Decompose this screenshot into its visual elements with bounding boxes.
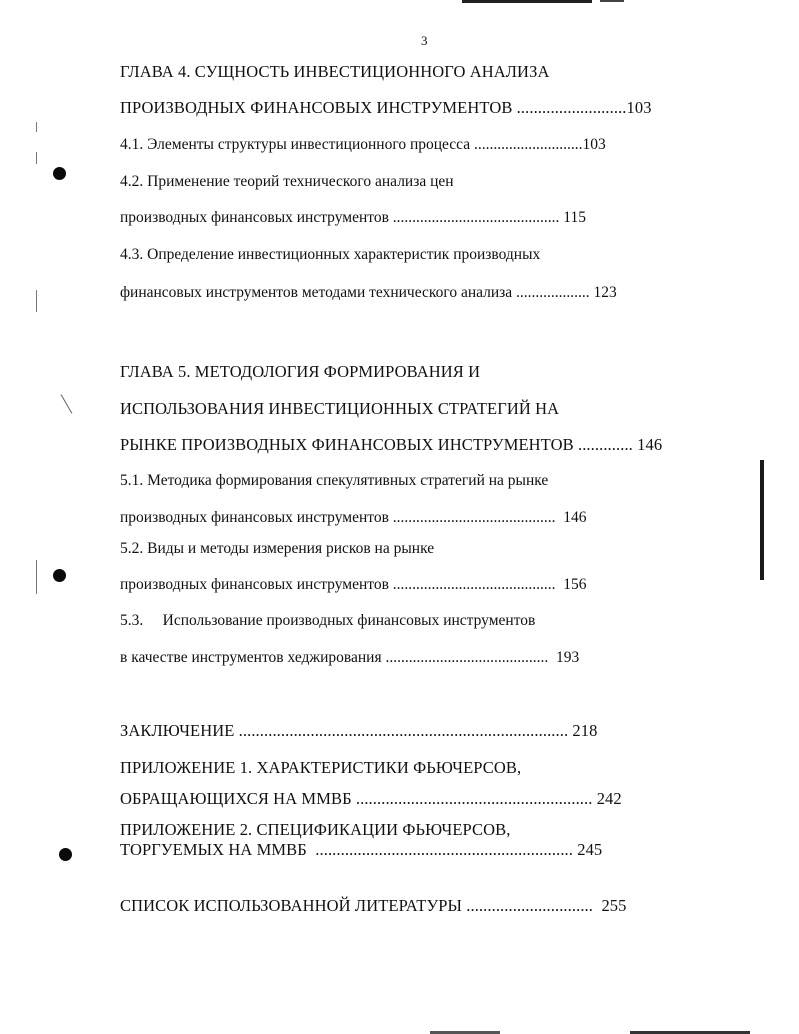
appendix1-line1: ПРИЛОЖЕНИЕ 1. ХАРАКТЕРИСТИКИ ФЬЮЧЕРСОВ, (120, 758, 522, 777)
section-5-1-line1: 5.1. Методика формирования спекулятивных стратегий на рынке (120, 472, 549, 489)
section-5-2-line2: производных финансовых инструментов .......................................... 156 (120, 576, 587, 593)
scan-tick (36, 290, 37, 312)
scan-mark (61, 394, 73, 414)
chapter5-title-line2: ИСПОЛЬЗОВАНИЯ ИНВЕСТИЦИОННЫХ СТРАТЕГИЙ НА (120, 399, 560, 418)
section-5-2-line1: 5.2. Виды и методы измерения рисков на рынке (120, 540, 435, 557)
chapter5-title-line1: ГЛАВА 5. МЕТОДОЛОГИЯ ФОРМИРОВАНИЯ И (120, 362, 481, 381)
scan-tick (36, 122, 37, 132)
bibliography: СПИСОК ИСПОЛЬЗОВАННОЙ ЛИТЕРАТУРЫ .............................. 255 (120, 896, 627, 915)
punch-hole-3 (59, 848, 72, 861)
chapter4-title-line1: ГЛАВА 4. СУЩНОСТЬ ИНВЕСТИЦИОННОГО АНАЛИЗА (120, 62, 550, 81)
scan-edge-mark (760, 460, 764, 580)
chapter5-title-line3: РЫНКЕ ПРОИЗВОДНЫХ ФИНАНСОВЫХ ИНСТРУМЕНТОВ ............. 146 (120, 435, 663, 454)
conclusion: ЗАКЛЮЧЕНИЕ .............................................................................. 218 (120, 721, 598, 740)
chapter4-title-line2: ПРОИЗВОДНЫХ ФИНАНСОВЫХ ИНСТРУМЕНТОВ ..........................103 (120, 98, 652, 117)
section-4-2-line1: 4.2. Применение теорий технического анализа цен (120, 173, 454, 190)
section-4-1: 4.1. Элементы структуры инвестиционного процесса ............................103 (120, 136, 606, 153)
appendix1-line2: ОБРАЩАЮЩИХСЯ НА ММВБ ........................................................ 242 (120, 789, 622, 808)
punch-hole-2 (53, 569, 66, 582)
scan-tick (36, 560, 37, 594)
scan-artifact-top-right (600, 0, 624, 2)
page-number: 3 (421, 33, 428, 48)
appendix2-line2: ТОРГУЕМЫХ НА ММВБ ............................................................. 245 (120, 840, 603, 859)
scan-artifact-top (462, 0, 592, 3)
appendix2-line1: ПРИЛОЖЕНИЕ 2. СПЕЦИФИКАЦИИ ФЬЮЧЕРСОВ, (120, 820, 511, 839)
section-4-3-line1: 4.3. Определение инвестиционных характеристик производных (120, 246, 541, 263)
section-5-3-line1: 5.3. Использование производных финансовых инструментов (120, 612, 536, 629)
scan-tick (36, 152, 37, 164)
section-5-3-line2: в качестве инструментов хеджирования .......................................... 193 (120, 649, 580, 666)
punch-hole-1 (53, 167, 66, 180)
section-4-2-line2: производных финансовых инструментов ........................................... 115 (120, 209, 586, 226)
section-5-1-line2: производных финансовых инструментов .......................................... 146 (120, 509, 587, 526)
section-4-3-line2: финансовых инструментов методами технического анализа ................... 123 (120, 284, 617, 301)
